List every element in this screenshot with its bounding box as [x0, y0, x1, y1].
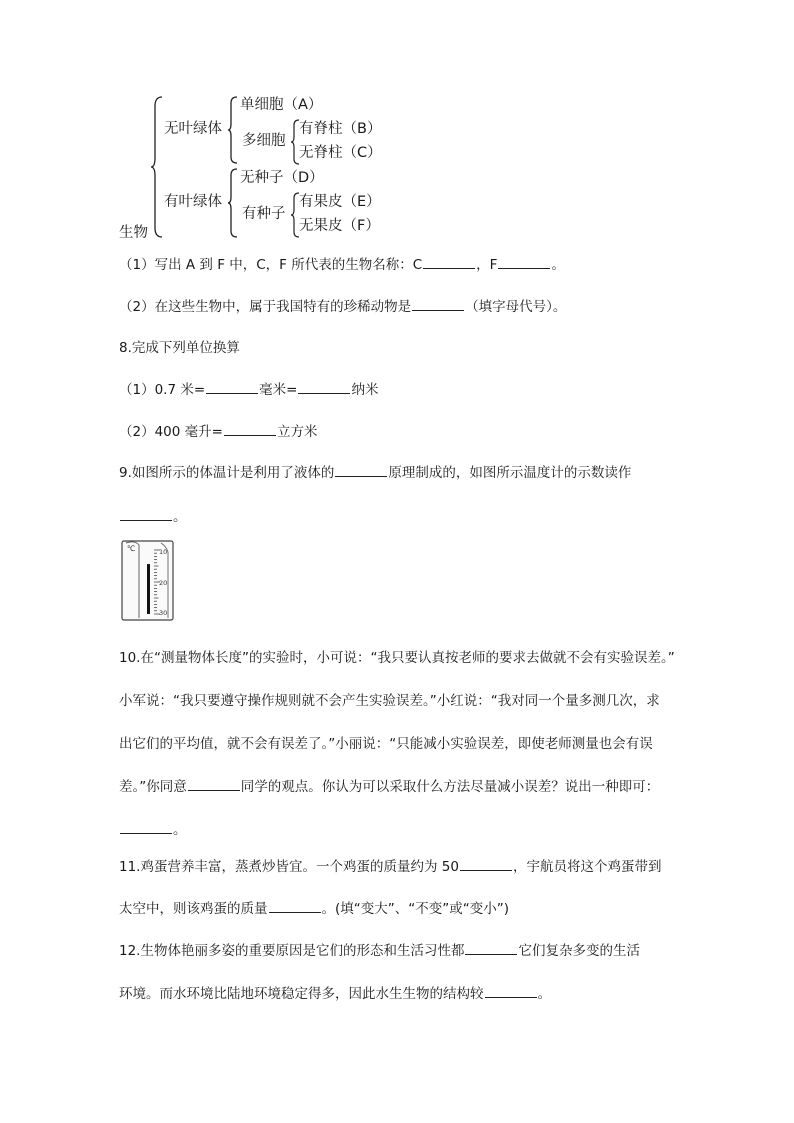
answer-blank[interactable]: [485, 983, 537, 998]
q10-text-a: 差。”你同意: [119, 779, 187, 795]
q11-text-b: ，宇航员将这个鸡蛋带到: [512, 859, 662, 875]
q12-text-a: 12.生物体艳丽多姿的重要原因是它们的形态和生活习性都: [119, 943, 465, 959]
q9-line2-end: 。: [173, 509, 187, 525]
q7-part1-text: （1）写出 A 到 F 中，C，F 所代表的生物名称：C: [119, 257, 423, 273]
answer-blank[interactable]: [224, 421, 276, 436]
q7-part1-text-b: ，F: [476, 257, 498, 273]
root-brace-icon: [150, 96, 164, 238]
q9-line1: [119, 462, 631, 483]
q7-part2-text: （2）在这些生物中，属于我国特有的珍稀动物是: [119, 299, 412, 315]
q9-text-b: 原理制成的，如图所示温度计的示数读作: [388, 465, 632, 481]
q7-part1-end: 。: [551, 257, 565, 273]
q12-text-b: 它们复杂多变的生活: [518, 943, 640, 959]
answer-blank[interactable]: [498, 254, 550, 269]
thermometer-figure: [121, 540, 176, 622]
group-no-chlorophyll: 无叶绿体: [164, 121, 222, 137]
group2-brace-icon: [227, 168, 239, 238]
answer-blank[interactable]: [465, 940, 517, 955]
q8-title: 8.完成下列单位换算: [119, 340, 240, 356]
q12-line2: [119, 983, 551, 1004]
q7-part2-text-b: （填字母代号）。: [465, 299, 567, 315]
q11-line1: [119, 856, 661, 877]
tree-item-c: 无脊柱（C）: [299, 145, 382, 161]
thermo-tick-label: 10: [159, 548, 168, 556]
thermo-tick-label: 20: [159, 579, 168, 587]
q9-text-a: 9.如图所示的体温计是利用了液体的: [119, 465, 335, 481]
tree-root: 生物: [119, 225, 148, 241]
answer-blank[interactable]: [120, 819, 172, 834]
q8-part2: [119, 421, 317, 442]
q10-line1: 10.在“测量物体长度”的实验时，小可说：“我只要认真按老师的要求去做就不会有实验误差。”: [119, 650, 675, 666]
q10-text-b: 同学的观点。你认为可以采取什么方法尽量减小误差？说出一种即可：: [240, 779, 660, 795]
group-chlorophyll: 有叶绿体: [164, 194, 222, 210]
q7-part2: [119, 296, 566, 317]
answer-blank[interactable]: [412, 296, 464, 311]
answer-blank[interactable]: [206, 379, 258, 394]
q12-text-d: 。: [537, 986, 551, 1002]
q8-part2-text-b: 立方米: [276, 424, 318, 440]
tree-item-e: 有果皮（E）: [299, 194, 381, 210]
tree-item-a: 单细胞（A）: [240, 97, 323, 113]
q10-line5: [119, 819, 187, 840]
thermo-tick-label: 30: [159, 609, 168, 617]
thermo-unit: ℃: [127, 544, 136, 553]
tree-item-d: 无种子（D）: [240, 170, 324, 186]
answer-blank[interactable]: [298, 379, 350, 394]
answer-blank[interactable]: [460, 856, 512, 871]
q10-line5-end: 。: [173, 822, 187, 838]
q8-part1-text-c: 纳米: [351, 382, 379, 398]
answer-blank[interactable]: [269, 898, 321, 913]
q8-part1-text: （1）0.7 米=: [119, 382, 206, 398]
answer-blank[interactable]: [335, 462, 387, 477]
q12-text-c: 环境。而水环境比陆地环境稳定得多，因此水生生物的结构较: [119, 986, 484, 1002]
tree-multicellular: 多细胞: [242, 133, 286, 149]
q11-text-a: 11.鸡蛋营养丰富，蒸煮炒皆宜。一个鸡蛋的质量约为 50: [119, 859, 459, 875]
q11-text-d: 。(填“变大”、“不变”或“变小”): [321, 901, 509, 917]
q10-line3: 出它们的平均值，就不会有误差了。”小丽说：“只能减小实验误差，即使老师测量也会有误: [119, 736, 653, 752]
thermo-liquid-column: [147, 564, 150, 614]
q9-line2: [119, 506, 187, 527]
tree-seed: 有种子: [242, 206, 286, 222]
q8-part1: [119, 379, 378, 400]
tree-item-b: 有脊柱（B）: [299, 121, 382, 137]
tree-item-f: 无果皮（F）: [299, 218, 380, 234]
q7-part1: [119, 254, 565, 275]
q11-line2: [119, 898, 509, 919]
q10-line2: 小军说：“我只要遵守操作规则就不会产生实验误差。”小红说：“我对同一个量多测几次，求: [119, 693, 660, 709]
answer-blank[interactable]: [188, 776, 240, 791]
group1-brace-icon: [227, 96, 239, 164]
q10-line4: [119, 776, 659, 797]
q11-text-c: 太空中，则该鸡蛋的质量: [119, 901, 268, 917]
answer-blank[interactable]: [423, 254, 475, 269]
q8-part1-text-b: 毫米=: [259, 382, 298, 398]
q8-part2-text: （2）400 毫升=: [119, 424, 223, 440]
answer-blank[interactable]: [120, 506, 172, 521]
q12-line1: [119, 940, 640, 961]
